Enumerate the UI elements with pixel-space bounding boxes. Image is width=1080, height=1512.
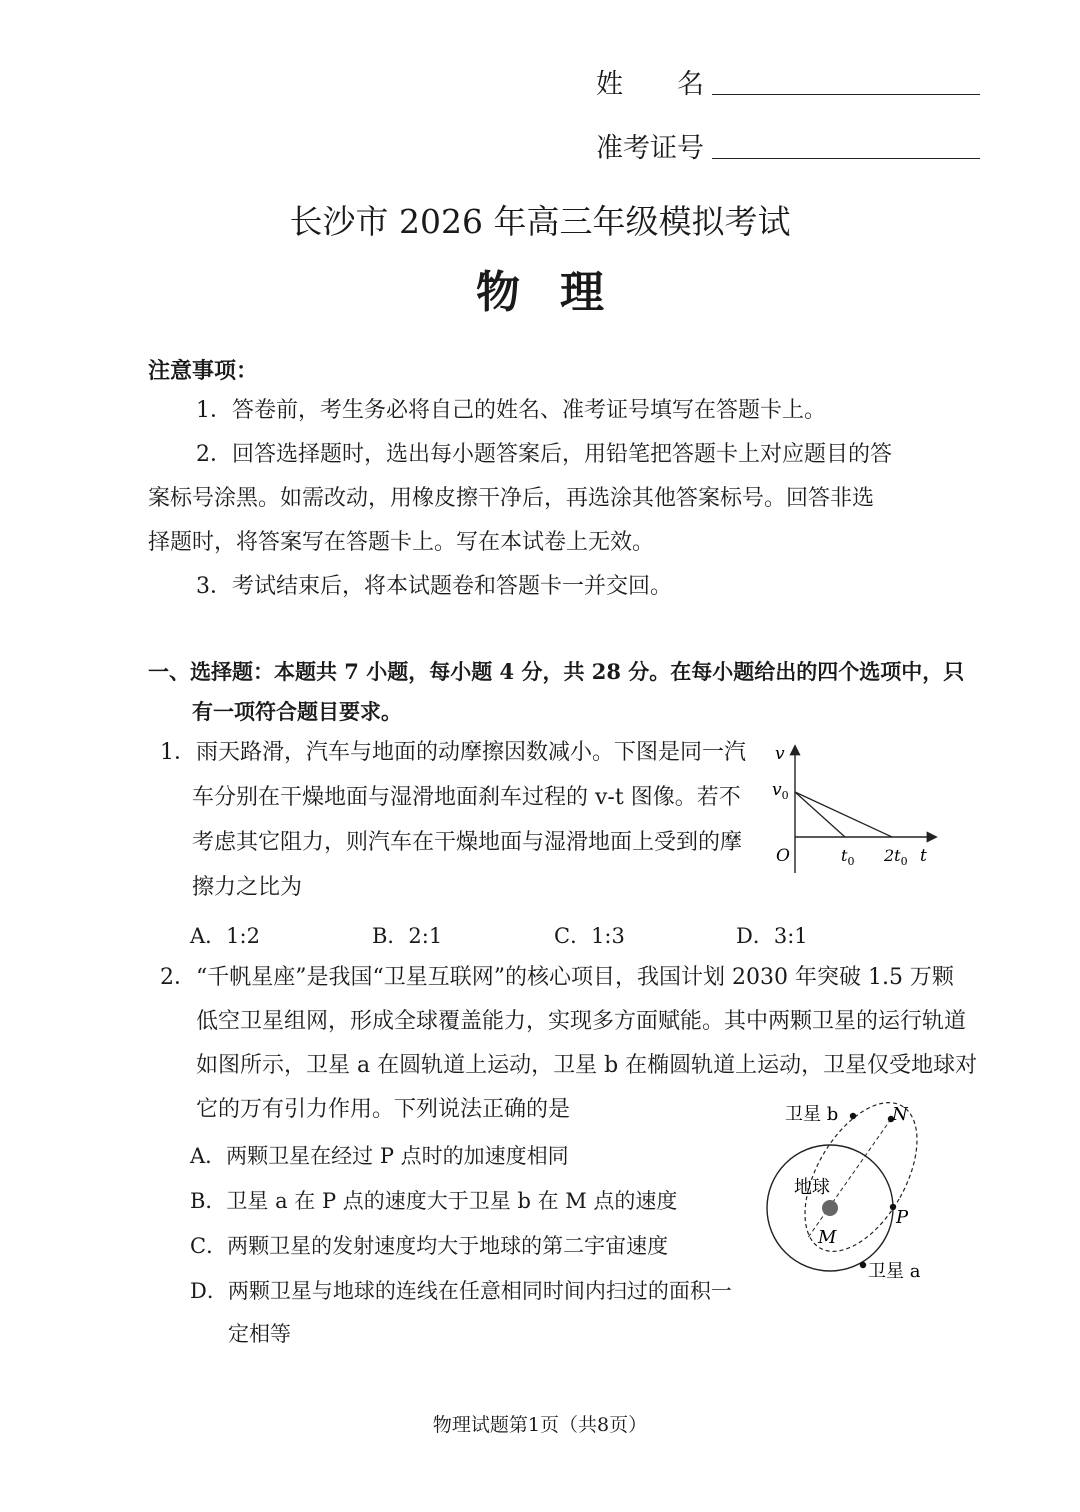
q1-option-c: C．1:3	[554, 924, 625, 948]
earth-dot	[822, 1200, 838, 1216]
m-label: M	[818, 1227, 837, 1248]
notice-item-1: 1．答卷前，考生务必将自己的姓名、准考证号填写在答题卡上。	[196, 398, 826, 423]
q2-line-3: 如图所示，卫星 a 在圆轨道上运动，卫星 b 在椭圆轨道上运动，卫星仅受地球对	[196, 1053, 978, 1078]
q1-vt-graph	[760, 735, 950, 880]
exam-id-field-line[interactable]	[712, 158, 980, 159]
q1-line-1: 1．雨天路滑，汽车与地面的动摩擦因数减小。下图是同一汽	[160, 740, 746, 765]
t0-label: $t_0$	[841, 846, 855, 868]
satellite-a-dot	[860, 1262, 866, 1268]
q1-line-2: 车分别在干燥地面与湿滑地面刹车过程的 v-t 图像。若不	[192, 785, 741, 810]
exam-id-label: 准考证号	[596, 133, 704, 164]
section-1-line-2: 有一项符合题目要求。	[192, 699, 402, 724]
two-t0-label: $2t_0$	[884, 846, 908, 868]
v0-label: $v_0$	[772, 780, 789, 802]
q2-line-1: 2．“千帆星座”是我国“卫星互联网”的核心项目，我国计划 2030 年突破 1.5 万颗	[160, 965, 954, 990]
q2-option-c: C．两颗卫星的发射速度均大于地球的第二宇宙速度	[190, 1234, 669, 1258]
v-axis-label: v	[775, 744, 785, 764]
origin-label: O	[776, 846, 790, 866]
section-1-line-1: 一、选择题：本题共 7 小题，每小题 4 分，共 28 分。在每小题给出的四个选项中，只	[148, 659, 965, 684]
satellite-b-dot	[850, 1113, 856, 1119]
q1-option-b: B．2:1	[372, 924, 443, 948]
notice-heading: 注意事项：	[148, 358, 259, 384]
n-label: N	[892, 1104, 908, 1125]
q1-line-4: 擦力之比为	[192, 875, 303, 900]
notice-item-2-line-2: 案标号涂黑。如需改动，用橡皮擦干净后，再选涂其他答案标号。回答非选	[148, 486, 875, 511]
q2-option-a: A．两颗卫星在经过 P 点时的加速度相同	[190, 1144, 569, 1168]
notice-item-2-line-1: 2．回答选择题时，选出每小题答案后，用铅笔把答题卡上对应题目的答	[196, 442, 892, 467]
sat-a-label: 卫星 a	[868, 1261, 921, 1282]
name-label: 姓 名	[596, 69, 704, 100]
subject-title: 物理	[476, 267, 644, 318]
name-field-line[interactable]	[712, 94, 980, 95]
p-label: P	[896, 1207, 909, 1228]
exam-title: 长沙市 2026 年高三年级模拟考试	[289, 202, 791, 241]
q1-option-a: A．1:2	[190, 924, 260, 948]
wet-road-line	[795, 792, 892, 837]
dry-road-line	[795, 792, 845, 837]
notice-item-3: 3．考试结束后，将本试题卷和答题卡一并交回。	[196, 574, 672, 599]
notice-item-2-line-3: 择题时，将答案写在答题卡上。写在本试卷上无效。	[148, 530, 655, 555]
sat-b-label: 卫星 b	[785, 1104, 839, 1125]
earth-label: 地球	[794, 1177, 830, 1198]
t-axis-label: t	[920, 846, 927, 866]
q2-orbit-figure	[760, 1095, 960, 1295]
q2-option-d-line-1: D．两颗卫星与地球的连线在任意相同时间内扫过的面积一	[190, 1279, 732, 1303]
q2-line-4: 它的万有引力作用。下列说法正确的是	[196, 1097, 571, 1122]
page-footer: 物理试题第1页（共8页）	[432, 1414, 648, 1436]
q1-line-3: 考虑其它阻力，则汽车在干燥地面与湿滑地面上受到的摩	[192, 830, 743, 855]
q2-option-b: B．卫星 a 在 P 点的速度大于卫星 b 在 M 点的速度	[190, 1189, 678, 1213]
q2-line-2: 低空卫星组网，形成全球覆盖能力，实现多方面赋能。其中两颗卫星的运行轨道	[196, 1009, 967, 1034]
q1-option-d: D．3:1	[736, 924, 808, 948]
q2-option-d-line-2: 定相等	[228, 1322, 291, 1346]
